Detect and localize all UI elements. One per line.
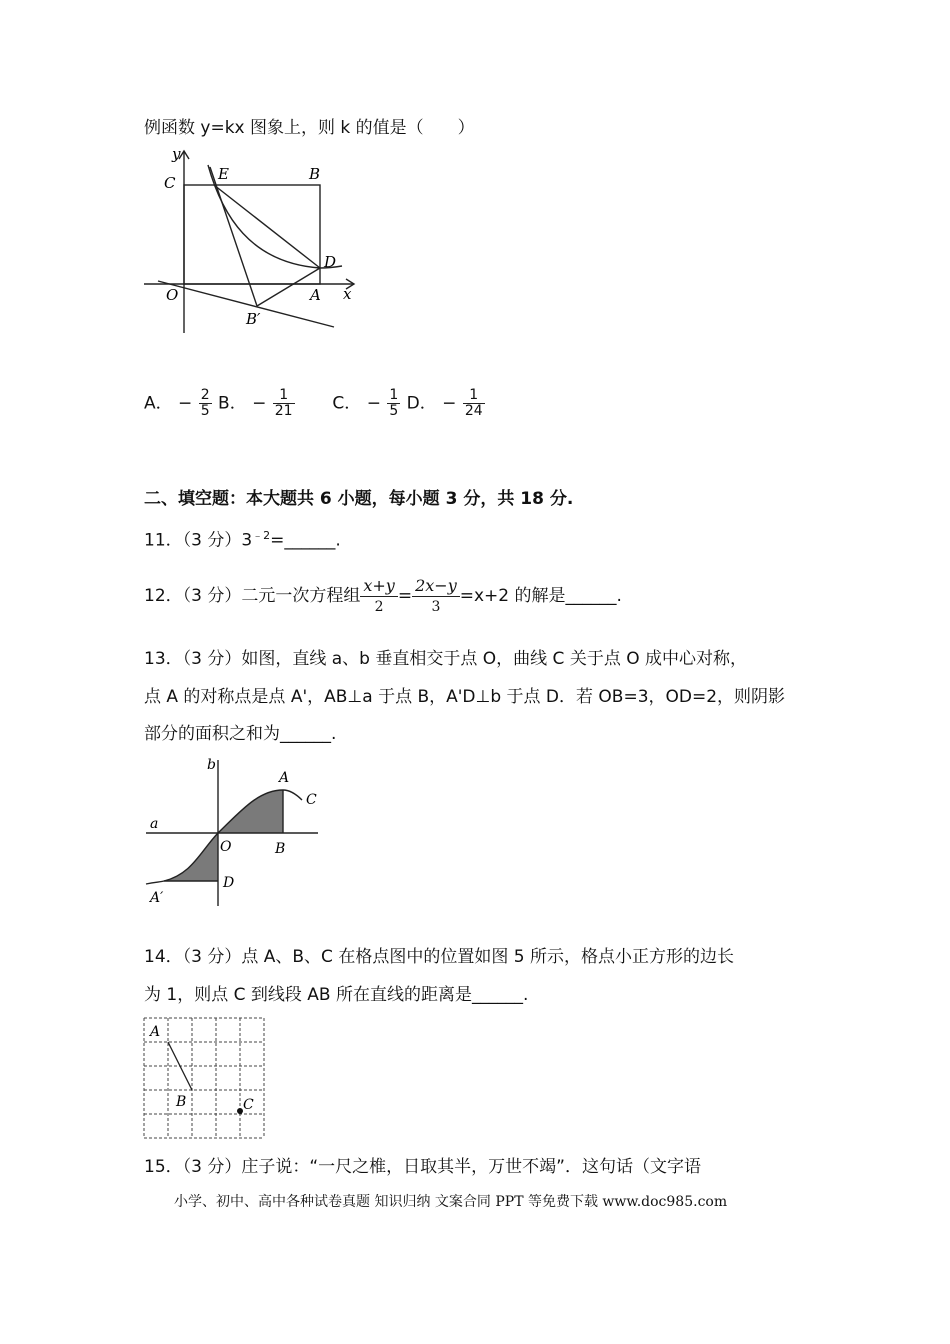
section-heading: 二、填空题：本大题共 6 小题，每小题 3 分，共 18 分. [144, 489, 574, 509]
q10-figure [140, 145, 370, 355]
q12-prefix: 12．（3 分）二元一次方程组 [144, 586, 361, 606]
q11-prefix: 11．（3 分）3 [144, 530, 253, 551]
option-a-label: A． [144, 393, 173, 414]
q13-label-b-line: b [207, 757, 216, 773]
q13-label-b-point: B [275, 841, 286, 857]
q10-label-b: B [309, 165, 321, 183]
q10-label-a: A [310, 286, 321, 304]
q11 [144, 525, 341, 552]
q13-line-2: 点 A 的对称点是点 A'，AB⊥a 于点 B，A'D⊥b 于点 D．若 OB=3，OD=2，则阴影 [144, 687, 786, 707]
q13-label-a-point: A [279, 770, 290, 786]
option-d-fraction: $\frac{1}{24}$ [464, 387, 483, 419]
option-d-label: D． [406, 393, 437, 414]
q10-label-bprime: B′ [246, 310, 261, 328]
q10-options [144, 388, 486, 419]
q14-label-a: A [150, 1024, 161, 1040]
q10-label-d: D [324, 253, 337, 271]
option-a-sign: − [178, 393, 193, 414]
q12-suffix: =x+2 的解是______. [459, 586, 622, 606]
q12-fraction-1: $\frac{x+y}{2}$ [360, 576, 397, 617]
page-footer: 小学、初中、高中各种试卷真题 知识归纳 文案合同 PPT 等免费下载 www.doc985.com [174, 1194, 728, 1210]
option-c-sign: − [366, 393, 381, 414]
q12-fraction-2: $\frac{2x-y}{3}$ [412, 576, 460, 617]
option-c-label: C． [332, 393, 362, 414]
q14-line-2: 为 1，则点 C 到线段 AB 所在直线的距离是______. [144, 985, 529, 1005]
q13-line-3: 部分的面积之和为______. [144, 724, 337, 744]
q13-label-c: C [306, 792, 317, 808]
q14-line-1: 14．（3 分）点 A、B、C 在格点图中的位置如图 5 所示，格点小正方形的边长 [144, 947, 734, 967]
option-d-sign: − [442, 393, 457, 414]
q10-label-o: O [166, 286, 179, 304]
q14-figure [140, 1014, 268, 1142]
option-b-sign: − [252, 393, 267, 414]
q10-label-y: y [172, 145, 181, 163]
q11-suffix: =______. [270, 530, 341, 551]
q14-label-c: C [243, 1097, 254, 1113]
q10-label-e: E [218, 165, 229, 183]
q12-equals: = [397, 586, 413, 606]
q13-label-d: D [223, 875, 235, 891]
q11-exponent: ﹣2 [252, 529, 271, 542]
q10-label-x: x [343, 285, 352, 303]
option-a-fraction: $\frac{2}{5}$ [200, 387, 210, 419]
q15-line-1: 15．（3 分）庄子说：“一尺之椎，日取其半，万世不竭”．这句话（文字语 [144, 1157, 701, 1177]
q10-text: 例函数 y=kx 图象上，则 k 的值是（ ） [144, 118, 475, 138]
q13-label-o: O [220, 839, 232, 855]
option-b-fraction: $\frac{1}{21}$ [274, 387, 293, 419]
q13-figure [140, 752, 330, 912]
option-c-fraction: $\frac{1}{5}$ [389, 387, 399, 419]
q14-label-b: B [176, 1094, 187, 1110]
q12 [144, 574, 622, 618]
q13-label-a-line: a [150, 816, 159, 832]
option-b-label: B． [218, 393, 247, 414]
q13-label-aprime: A′ [150, 890, 164, 906]
q10-label-c: C [164, 174, 176, 192]
q13-line-1: 13．（3 分）如图，直线 a、b 垂直相交于点 O，曲线 C 关于点 O 成中心对称， [144, 649, 748, 669]
